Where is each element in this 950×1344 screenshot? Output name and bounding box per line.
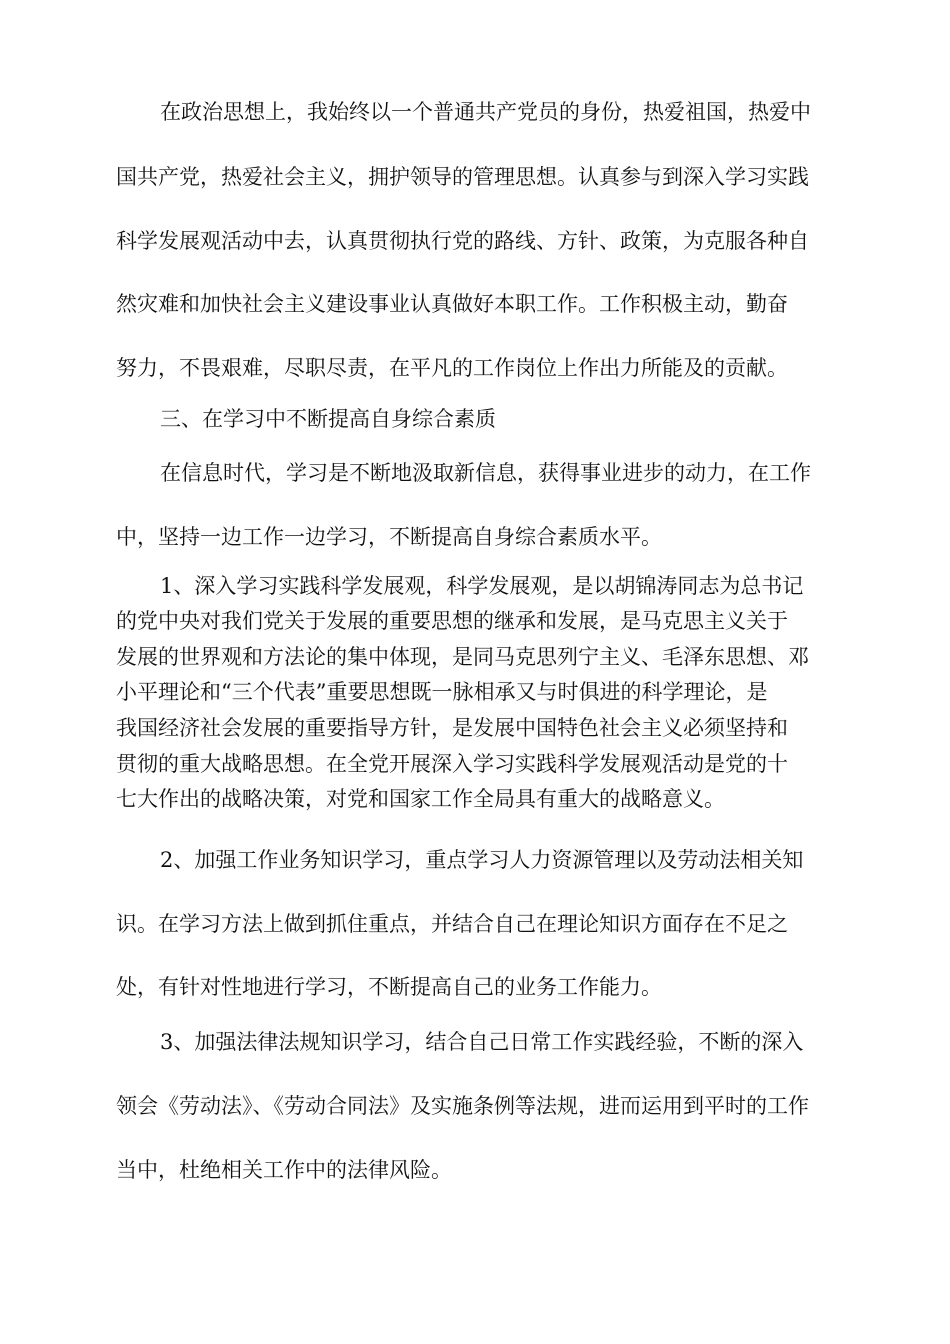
text-line: 发展的世界观和方法论的集中体现，是同马克思列宁主义、毛泽东思想、邓: [116, 645, 809, 669]
text-line: 中，坚持一边工作一边学习，不断提高自身综合素质水平。: [116, 525, 662, 549]
text-line: 贯彻的重大战略思想。在全党开展深入学习实践科学发展观活动是党的十: [116, 752, 788, 776]
section-heading: 三、在学习中不断提高自身综合素质: [160, 407, 496, 431]
text-line: 在政治思想上，我始终以一个普通共产党员的身份，热爱祖国，热爱中: [160, 100, 811, 124]
text-line: 国共产党，热爱社会主义，拥护领导的管理思想。认真参与到深入学习实践: [116, 165, 809, 189]
text-line: 1、深入学习实践科学发展观，科学发展观，是以胡锦涛同志为总书记: [160, 574, 804, 598]
text-line: 小平理论和“三个代表”重要思想既一脉相承又与时俱进的科学理论，是: [116, 680, 768, 704]
text-line: 领会《劳动法》、《劳动合同法》及实施条例等法规，进而运用到平时的工作: [116, 1094, 809, 1118]
text-line: 识。在学习方法上做到抓住重点，并结合自己在理论知识方面存在不足之: [116, 912, 788, 936]
text-line: 的党中央对我们党关于发展的重要思想的继承和发展，是马克思主义关于: [116, 609, 788, 633]
text-line: 我国经济社会发展的重要指导方针，是发展中国特色社会主义必须坚持和: [116, 716, 788, 740]
text-line: 在信息时代，学习是不断地汲取新信息，获得事业进步的动力，在工作: [160, 461, 811, 485]
text-line: 努力，不畏艰难，尽职尽责，在平凡的工作岗位上作出力所能及的贡献。: [116, 356, 788, 380]
text-line: 七大作出的战略决策，对党和国家工作全局具有重大的战略意义。: [116, 787, 725, 811]
text-line: 科学发展观活动中去，认真贯彻执行党的路线、方针、政策，为克服各种自: [116, 229, 809, 253]
text-line: 当中，杜绝相关工作中的法律风险。: [116, 1158, 452, 1182]
text-line: 2、加强工作业务知识学习，重点学习人力资源管理以及劳动法相关知: [160, 848, 804, 872]
text-line: 处，有针对性地进行学习，不断提高自己的业务工作能力。: [116, 975, 662, 999]
text-line: 然灾难和加快社会主义建设事业认真做好本职工作。工作积极主动，勤奋: [116, 292, 788, 316]
text-line: 3、加强法律法规知识学习，结合自己日常工作实践经验，不断的深入: [160, 1030, 804, 1054]
